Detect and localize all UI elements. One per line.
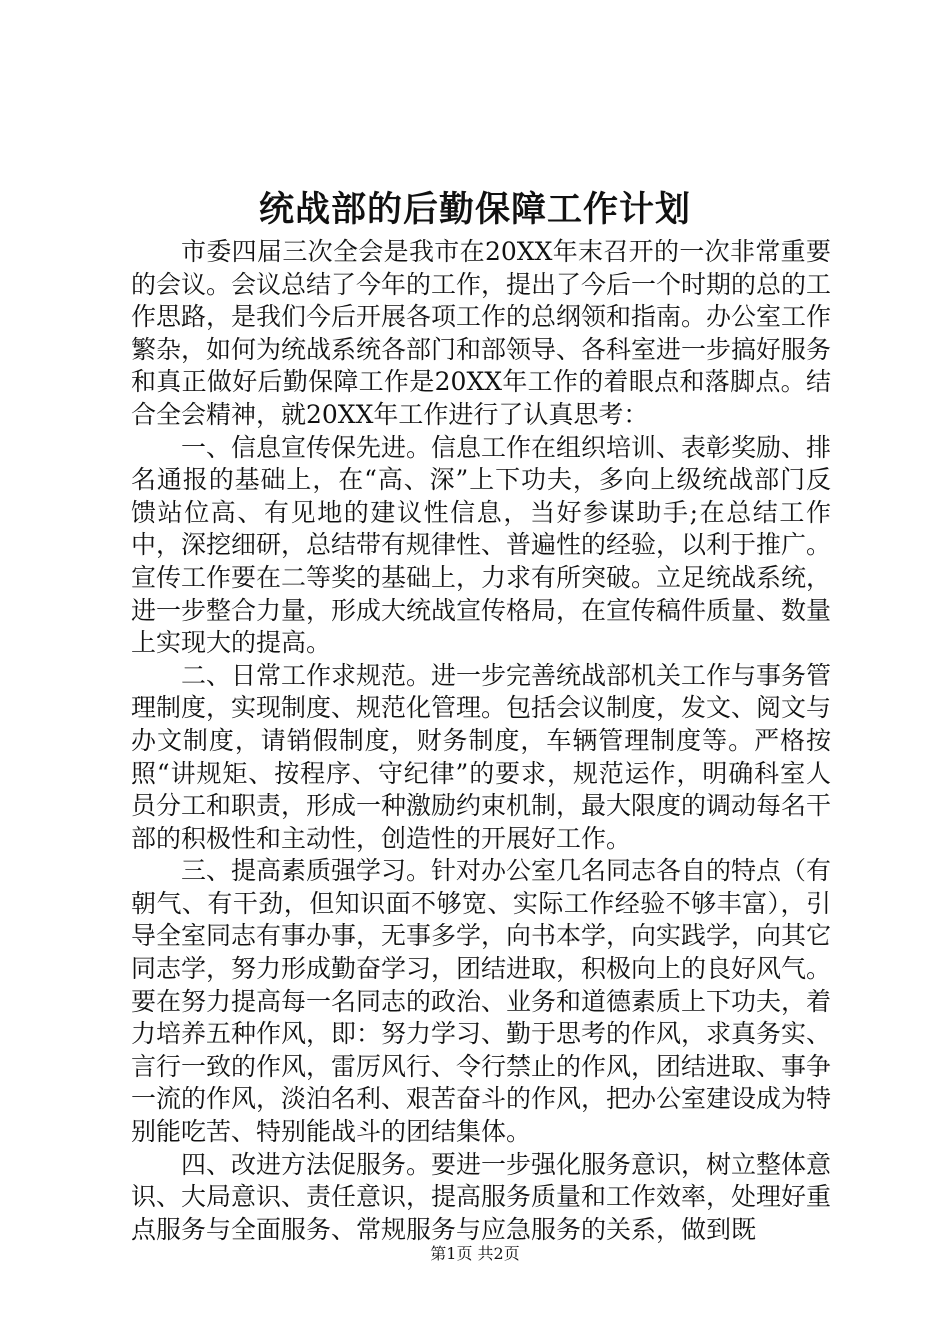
paragraph-intro: 市委四届三次全会是我市在20XX年末召开的一次非常重要的会议。会议总结了今年的工作，提出了今后一个时期的总的工作思路，是我们今后开展各项工作的总纲领和指南。办公室工作繁杂，如何为统战系统各部门和部领导、各科室进一步搞好服务和真正做好后勤保障工作是20XX年工作的着眼点和落脚点。结合全会精神，就20XX年工作进行了认真思考： [131,237,832,429]
document-body [131,236,831,1246]
paragraph-section-2: 二、日常工作求规范。进一步完善统战部机关工作与事务管理制度，实现制度、规范化管理。包括会议制度，发文、阅文与办文制度，请销假制度，财务制度，车辆管理制度等。严格按照“讲规矩、按程序、守纪律”的要求，规范运作，明确科室人员分工和职责，形成一种激励约束机制，最大限度的调动每名干部的积极性和主动性，创造性的开展好工作。 [131,660,832,853]
document-title: 统战部的后勤保障工作计划 [258,189,691,230]
paragraph-section-3: 三、提高素质强学习。针对办公室几名同志各自的特点（有朝气、有干劲，但知识面不够宽、实际工作经验不够丰富），引导全室同志有事办事，无事多学，向书本学，向实践学，向其它同志学，努力形成勤奋学习，团结进取，积极向上的良好风气。要在努力提高每一名同志的政治、业务和道德素质上下功夫，着力培养五种作风，即：努力学习、勤于思考的作风，求真务实、言行一致的作风，雷厉风行、令行禁止的作风，团结进取、事争一流的作风，淡泊名利、艰苦奋斗的作风，把办公室建设成为特别能吃苦、特别能战斗的团结集体。 [131,856,832,1147]
page-number: 第1页 共2页 [430,1244,520,1263]
paragraph-section-1: 一、信息宣传保先进。信息工作在组织培训、表彰奖励、排名通报的基础上，在“高、深”上下功夫，多向上级统战部门反馈站位高、有见地的建议性信息，当好参谋助手;在总结工作中，深挖细研，总结带有规律性、普遍性的经验，以利于推广。宣传工作要在二等奖的基础上，力求有所突破。立足统战系统，进一步整合力量，形成大统战宣传格局，在宣传稿件质量、数量上实现大的提高。 [131,432,832,658]
paragraph-section-4: 四、改进方法促服务。要进一步强化服务意识，树立整体意识、大局意识、责任意识，提高服务质量和工作效率，处理好重点服务与全面服务、常规服务与应急服务的关系，做到既 [131,1149,832,1244]
